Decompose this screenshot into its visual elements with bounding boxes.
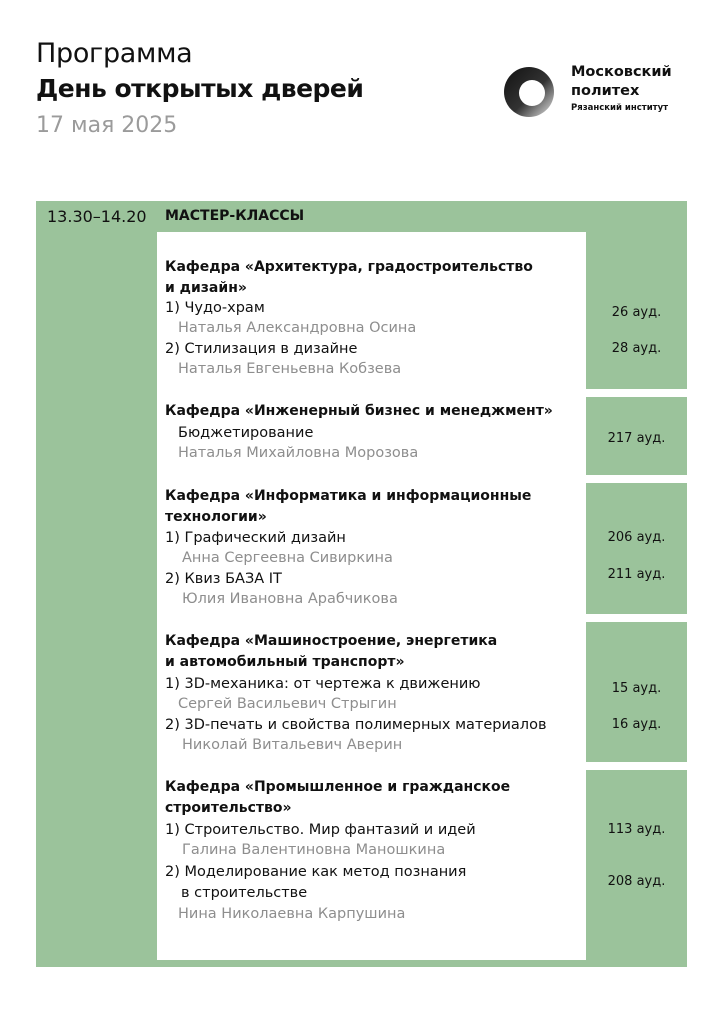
room-number: 26 ауд. xyxy=(611,305,662,320)
room-number: 211 ауд. xyxy=(607,567,666,582)
room-number: 15 ауд. xyxy=(611,681,662,696)
class-name: 1) Чудо-храм xyxy=(165,300,265,316)
room-number: 28 ауд. xyxy=(611,341,662,356)
room-number: 217 ауд. xyxy=(607,431,666,446)
room-separator xyxy=(586,475,687,483)
room-number: 206 ауд. xyxy=(607,530,666,545)
room-number: 16 ауд. xyxy=(611,717,662,732)
instructor-name: Юлия Ивановна Арабчикова xyxy=(182,591,398,607)
page-subtitle: День открытых дверей xyxy=(36,74,364,103)
department-title: Кафедра «Архитектура, градостроительство и дизайн» xyxy=(165,259,533,296)
class-name: 2) Моделирование как метод познания xyxy=(165,864,467,880)
department-title: Кафедра «Инженерный бизнес и менеджмент» xyxy=(165,403,553,419)
logo-text-line2: политех xyxy=(571,83,640,99)
class-name: 1) Графический дизайн xyxy=(165,530,346,546)
room-number: 113 ауд. xyxy=(607,822,666,837)
instructor-name: Нина Николаевна Карпушина xyxy=(178,906,406,922)
section-title: МАСТЕР-КЛАССЫ xyxy=(165,208,305,224)
class-name: 2) 3D-печать и свойства полимерных материалов xyxy=(165,717,547,733)
class-name: 2) Стилизация в дизайне xyxy=(165,341,358,357)
department-title: Кафедра «Машиностроение, энергетика и автомобильный транспорт» xyxy=(165,633,498,670)
logo xyxy=(503,64,683,120)
logo-text-line3: Рязанский институт xyxy=(571,103,669,113)
class-name: 1) Строительство. Мир фантазий и идей xyxy=(165,822,476,838)
instructor-name: Николай Витальевич Аверин xyxy=(182,737,403,753)
room-separator xyxy=(586,389,687,397)
room-separator xyxy=(586,762,687,770)
polytech-ring-icon xyxy=(503,66,555,118)
instructor-name: Анна Сергеевна Сивиркина xyxy=(182,550,393,566)
time-slot: 13.30–14.20 xyxy=(47,207,147,226)
instructor-name: Наталья Михайловна Морозова xyxy=(178,445,419,461)
instructor-name: Наталья Евгеньевна Кобзева xyxy=(178,361,402,377)
room-separator xyxy=(586,614,687,622)
instructor-name: Сергей Васильевич Стрыгин xyxy=(178,696,397,712)
class-name-continued: в строительстве xyxy=(181,885,308,901)
event-date: 17 мая 2025 xyxy=(36,113,178,138)
class-name: 1) 3D-механика: от чертежа к движению xyxy=(165,676,481,692)
room-number: 208 ауд. xyxy=(607,874,666,889)
instructor-name: Галина Валентиновна Маношкина xyxy=(182,842,446,858)
page-title: Программа xyxy=(36,38,193,69)
logo-text-line1: Московский xyxy=(571,64,672,80)
class-name: 2) Квиз БАЗА IT xyxy=(165,571,282,587)
department-title: Кафедра «Промышленное и гражданское строительство» xyxy=(165,779,511,816)
department-title: Кафедра «Информатика и информационные технологии» xyxy=(165,488,532,525)
class-name: Бюджетирование xyxy=(178,425,314,441)
instructor-name: Наталья Александровна Осина xyxy=(178,320,417,336)
